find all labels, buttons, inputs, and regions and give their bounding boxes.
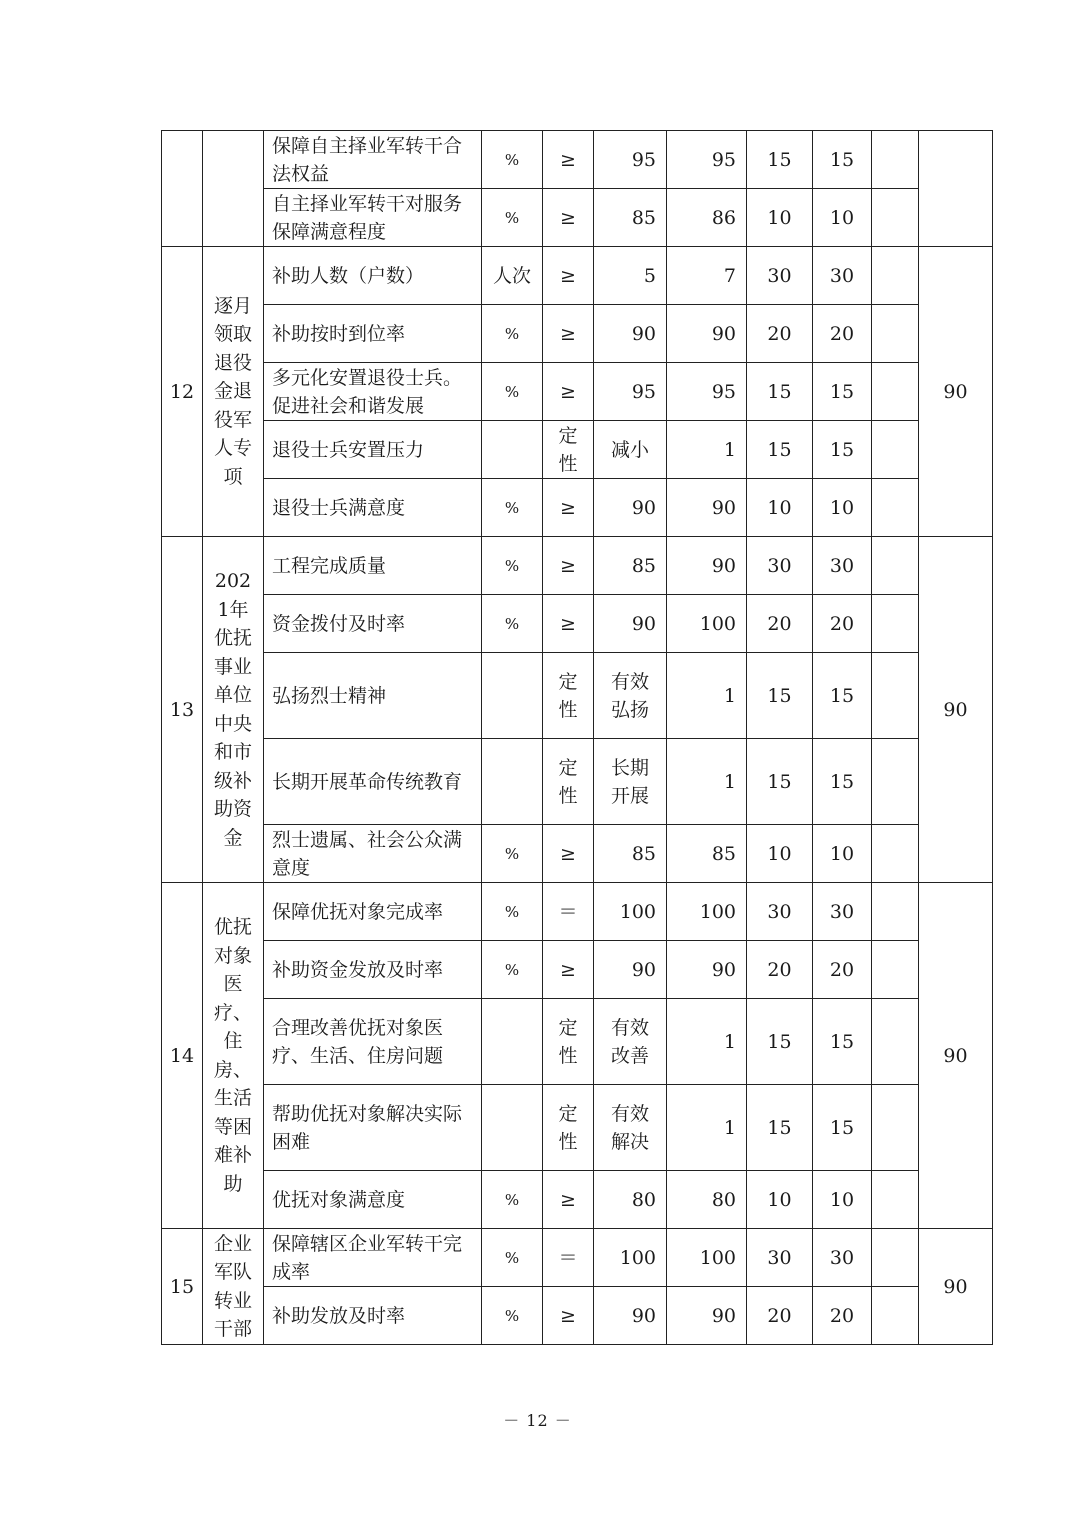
unit-cell [482, 739, 543, 825]
weight-cell: 10 [747, 1171, 813, 1229]
operator-cell: ≥ [543, 363, 594, 421]
target-value-cell: 95 [594, 363, 667, 421]
note-cell [872, 1229, 919, 1287]
indicator-cell: 优抚对象满意度 [264, 1171, 482, 1229]
note-cell [872, 1287, 919, 1345]
score-cell: 15 [813, 131, 872, 189]
table-row [162, 999, 993, 1085]
final-score-cell: 90 [919, 247, 993, 537]
note-cell [872, 363, 919, 421]
note-cell [872, 999, 919, 1085]
score-cell: 30 [813, 1229, 872, 1287]
indicator-cell: 补助按时到位率 [264, 305, 482, 363]
weight-cell: 20 [747, 305, 813, 363]
weight-cell: 10 [747, 825, 813, 883]
operator-cell: ≥ [543, 479, 594, 537]
operator-cell: ≥ [543, 595, 594, 653]
operator-cell: ≥ [543, 825, 594, 883]
indicator-cell: 保障辖区企业军转干完成率 [264, 1229, 482, 1287]
final-score-cell: 90 [919, 537, 993, 883]
target-value-cell: 85 [594, 189, 667, 247]
operator-cell: 定性 [543, 653, 594, 739]
table-row [162, 131, 993, 189]
table-row [162, 363, 993, 421]
table-row [162, 421, 993, 479]
indicator-cell: 资金拨付及时率 [264, 595, 482, 653]
actual-value-cell: 95 [667, 131, 747, 189]
actual-value-cell: 100 [667, 595, 747, 653]
score-cell: 30 [813, 883, 872, 941]
weight-cell: 10 [747, 189, 813, 247]
score-cell: 15 [813, 653, 872, 739]
score-cell: 20 [813, 1287, 872, 1345]
actual-value-cell: 1 [667, 1085, 747, 1171]
score-cell: 10 [813, 825, 872, 883]
actual-value-cell: 80 [667, 1171, 747, 1229]
actual-value-cell: 90 [667, 305, 747, 363]
unit-cell [482, 421, 543, 479]
project-name: 2021年优抚事业单位中央和市级补助资金 [214, 570, 253, 849]
final-score-cell [919, 131, 993, 247]
actual-value-cell: 1 [667, 739, 747, 825]
weight-cell: 30 [747, 537, 813, 595]
weight-cell: 15 [747, 653, 813, 739]
operator-cell: ≥ [543, 941, 594, 999]
project-name-cell [203, 1229, 264, 1345]
final-score-cell: 90 [919, 1229, 993, 1345]
note-cell [872, 883, 919, 941]
project-number-cell: 13 [162, 537, 203, 883]
unit-cell: % [482, 479, 543, 537]
note-cell [872, 595, 919, 653]
note-cell [872, 305, 919, 363]
weight-cell: 30 [747, 1229, 813, 1287]
target-value-cell: 90 [594, 1287, 667, 1345]
operator-cell: 定性 [543, 739, 594, 825]
score-cell: 15 [813, 739, 872, 825]
weight-cell: 15 [747, 363, 813, 421]
indicator-cell: 多元化安置退役士兵。促进社会和谐发展 [264, 363, 482, 421]
table-row [162, 247, 993, 305]
note-cell [872, 739, 919, 825]
weight-cell: 15 [747, 131, 813, 189]
table-row [162, 653, 993, 739]
project-name: 优抚对象医疗、住房、生活等困难补助 [214, 916, 253, 1195]
weight-cell: 20 [747, 1287, 813, 1345]
unit-cell: % [482, 1287, 543, 1345]
operator-cell: 定性 [543, 999, 594, 1085]
score-cell: 30 [813, 247, 872, 305]
unit-cell: % [482, 941, 543, 999]
indicator-cell: 工程完成质量 [264, 537, 482, 595]
target-value-cell: 95 [594, 131, 667, 189]
weight-cell: 15 [747, 421, 813, 479]
operator-cell: ≥ [543, 1287, 594, 1345]
actual-value-cell: 1 [667, 999, 747, 1085]
weight-cell: 20 [747, 595, 813, 653]
target-value-cell: 长期开展 [594, 739, 667, 825]
weight-cell: 15 [747, 1085, 813, 1171]
actual-value-cell: 85 [667, 825, 747, 883]
operator-cell: 定性 [543, 1085, 594, 1171]
target-value-cell: 90 [594, 595, 667, 653]
operator-cell: ≥ [543, 131, 594, 189]
note-cell [872, 1171, 919, 1229]
actual-value-cell: 90 [667, 537, 747, 595]
weight-cell: 15 [747, 999, 813, 1085]
note-cell [872, 247, 919, 305]
note-cell [872, 131, 919, 189]
score-cell: 10 [813, 189, 872, 247]
note-cell [872, 653, 919, 739]
target-value-cell: 90 [594, 305, 667, 363]
target-value-cell: 85 [594, 825, 667, 883]
project-name-cell [203, 537, 264, 883]
table-row [162, 1287, 993, 1345]
operator-cell: ＝ [543, 1229, 594, 1287]
actual-value-cell: 100 [667, 1229, 747, 1287]
target-value-cell: 有效解决 [594, 1085, 667, 1171]
target-value-cell: 有效弘扬 [594, 653, 667, 739]
actual-value-cell: 95 [667, 363, 747, 421]
actual-value-cell: 1 [667, 653, 747, 739]
performance-table [161, 130, 993, 1345]
table-row [162, 595, 993, 653]
score-cell: 15 [813, 421, 872, 479]
operator-cell: 定性 [543, 421, 594, 479]
project-number-cell: 14 [162, 883, 203, 1229]
unit-cell: % [482, 189, 543, 247]
actual-value-cell: 100 [667, 883, 747, 941]
unit-cell: % [482, 363, 543, 421]
table-row [162, 883, 993, 941]
weight-cell: 20 [747, 941, 813, 999]
operator-cell: ≥ [543, 537, 594, 595]
target-value-cell: 减小 [594, 421, 667, 479]
indicator-cell: 帮助优抚对象解决实际困难 [264, 1085, 482, 1171]
unit-cell: % [482, 537, 543, 595]
score-cell: 10 [813, 1171, 872, 1229]
unit-cell [482, 1085, 543, 1171]
note-cell [872, 825, 919, 883]
table-body [162, 131, 993, 1345]
unit-cell: % [482, 595, 543, 653]
unit-cell: % [482, 825, 543, 883]
score-cell: 15 [813, 363, 872, 421]
actual-value-cell: 1 [667, 421, 747, 479]
unit-cell [482, 653, 543, 739]
table-row [162, 825, 993, 883]
table-row [162, 1085, 993, 1171]
unit-cell: % [482, 1229, 543, 1287]
note-cell [872, 421, 919, 479]
target-value-cell: 80 [594, 1171, 667, 1229]
project-name-cell [203, 131, 264, 247]
score-cell: 20 [813, 941, 872, 999]
score-cell: 15 [813, 1085, 872, 1171]
indicator-cell: 自主择业军转干对服务保障满意程度 [264, 189, 482, 247]
target-value-cell: 85 [594, 537, 667, 595]
target-value-cell: 90 [594, 941, 667, 999]
actual-value-cell: 90 [667, 941, 747, 999]
table-row [162, 1171, 993, 1229]
note-cell [872, 189, 919, 247]
table-row [162, 739, 993, 825]
table-row [162, 1229, 993, 1287]
indicator-cell: 补助资金发放及时率 [264, 941, 482, 999]
score-cell: 20 [813, 305, 872, 363]
score-cell: 30 [813, 537, 872, 595]
operator-cell: ≥ [543, 247, 594, 305]
page-number: － 12 － [503, 1411, 572, 1430]
table-row [162, 479, 993, 537]
project-number-cell: 12 [162, 247, 203, 537]
weight-cell: 10 [747, 479, 813, 537]
operator-cell: ＝ [543, 883, 594, 941]
indicator-cell: 合理改善优抚对象医疗、生活、住房问题 [264, 999, 482, 1085]
target-value-cell: 5 [594, 247, 667, 305]
operator-cell: ≥ [543, 305, 594, 363]
project-number-cell: 15 [162, 1229, 203, 1345]
unit-cell: % [482, 883, 543, 941]
indicator-cell: 长期开展革命传统教育 [264, 739, 482, 825]
table-row [162, 537, 993, 595]
project-name: 企业军队转业干部 [214, 1232, 253, 1340]
indicator-cell: 弘扬烈士精神 [264, 653, 482, 739]
unit-cell [482, 999, 543, 1085]
weight-cell: 30 [747, 883, 813, 941]
project-name-cell [203, 247, 264, 537]
score-cell: 15 [813, 999, 872, 1085]
note-cell [872, 537, 919, 595]
indicator-cell: 补助人数（户数） [264, 247, 482, 305]
note-cell [872, 941, 919, 999]
project-number-cell [162, 131, 203, 247]
actual-value-cell: 7 [667, 247, 747, 305]
note-cell [872, 479, 919, 537]
actual-value-cell: 90 [667, 1287, 747, 1345]
table-row [162, 305, 993, 363]
unit-cell: % [482, 1171, 543, 1229]
weight-cell: 30 [747, 247, 813, 305]
project-name-cell [203, 883, 264, 1229]
indicator-cell: 保障优抚对象完成率 [264, 883, 482, 941]
indicator-cell: 补助发放及时率 [264, 1287, 482, 1345]
final-score-cell: 90 [919, 883, 993, 1229]
score-cell: 20 [813, 595, 872, 653]
target-value-cell: 100 [594, 1229, 667, 1287]
actual-value-cell: 90 [667, 479, 747, 537]
note-cell [872, 1085, 919, 1171]
table-row [162, 941, 993, 999]
unit-cell: % [482, 131, 543, 189]
operator-cell: ≥ [543, 1171, 594, 1229]
actual-value-cell: 86 [667, 189, 747, 247]
score-cell: 10 [813, 479, 872, 537]
target-value-cell: 90 [594, 479, 667, 537]
target-value-cell: 有效改善 [594, 999, 667, 1085]
table-row [162, 189, 993, 247]
operator-cell: ≥ [543, 189, 594, 247]
project-name: 逐月领取退役金退役军人专项 [214, 294, 253, 488]
target-value-cell: 100 [594, 883, 667, 941]
unit-cell: 人次 [482, 247, 543, 305]
indicator-cell: 烈士遗属、社会公众满意度 [264, 825, 482, 883]
unit-cell: % [482, 305, 543, 363]
indicator-cell: 保障自主择业军转干合法权益 [264, 131, 482, 189]
indicator-cell: 退役士兵安置压力 [264, 421, 482, 479]
indicator-cell: 退役士兵满意度 [264, 479, 482, 537]
weight-cell: 15 [747, 739, 813, 825]
